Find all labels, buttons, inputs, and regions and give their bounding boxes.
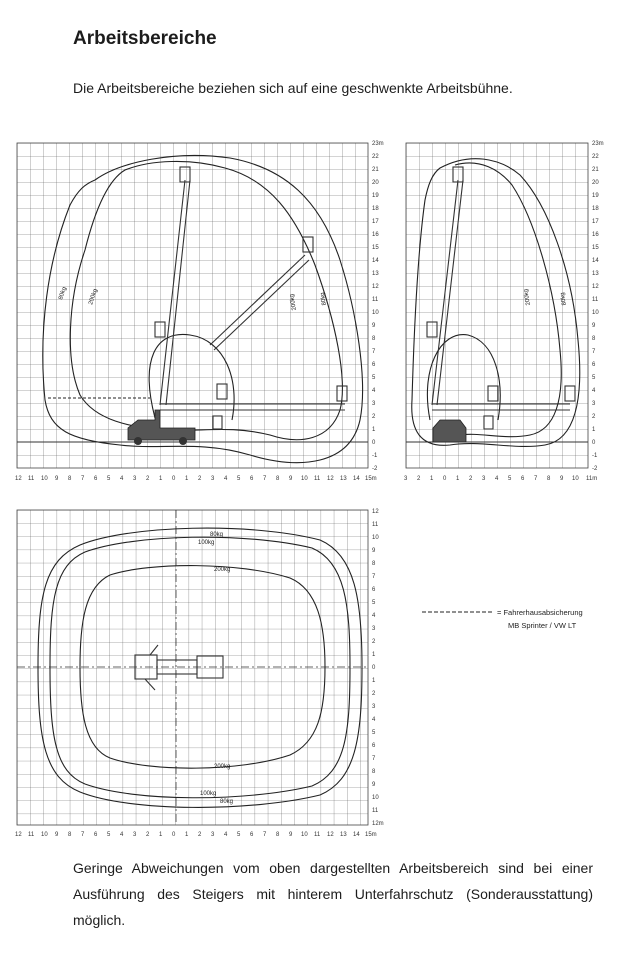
front-y-label: 16 bbox=[592, 232, 599, 238]
front-y-label: 10 bbox=[592, 310, 599, 316]
side-y-label: 10 bbox=[372, 310, 379, 316]
top-load-label: 80kg bbox=[210, 532, 224, 538]
top-x-label: 0 bbox=[172, 832, 176, 838]
side-y-label: 0 bbox=[372, 440, 376, 446]
footer-note: Geringe Abweichungen vom oben dargestellten Arbeitsbereich sind bei einer Ausführung des Steigers mit hinterem Unterfahrschutz (Sonderausstattung) möglich. bbox=[73, 860, 593, 928]
top-x-label: 12 bbox=[15, 832, 22, 838]
top-load-label: 200kg bbox=[214, 567, 231, 573]
side-x-label: 15m bbox=[365, 476, 377, 482]
top-y-label: 8 bbox=[372, 561, 376, 567]
side-x-label: 3 bbox=[133, 476, 137, 482]
front-y-label: 23m bbox=[592, 141, 604, 147]
top-y-label: 12 bbox=[372, 509, 379, 515]
top-y-label: 11 bbox=[372, 522, 379, 528]
side-load-label: 200kg bbox=[289, 293, 298, 311]
side-x-label: 14 bbox=[353, 476, 360, 482]
side-x-label: 4 bbox=[224, 476, 228, 482]
top-x-label: 9 bbox=[289, 832, 293, 838]
top-y-label: 12m bbox=[372, 821, 384, 827]
top-y-label: 1 bbox=[372, 678, 376, 684]
legend-vehicle: MB Sprinter / VW LT bbox=[508, 621, 577, 630]
side-y-label: 20 bbox=[372, 180, 379, 186]
front-x-label: 1 bbox=[430, 476, 434, 482]
side-x-label: 6 bbox=[250, 476, 254, 482]
top-x-label: 12 bbox=[327, 832, 334, 838]
front-y-label: 6 bbox=[592, 362, 596, 368]
side-x-label: 1 bbox=[185, 476, 189, 482]
top-x-label: 9 bbox=[55, 832, 59, 838]
front-y-label: 4 bbox=[592, 388, 596, 394]
side-view-grid bbox=[17, 143, 368, 468]
top-y-label: 7 bbox=[372, 574, 376, 580]
top-x-label: 6 bbox=[94, 832, 98, 838]
top-y-label: 7 bbox=[372, 756, 376, 762]
top-y-label: 1 bbox=[372, 652, 376, 658]
top-view-grid bbox=[17, 510, 368, 825]
side-x-label: 12 bbox=[327, 476, 334, 482]
top-x-label: 4 bbox=[120, 832, 124, 838]
top-x-label: 4 bbox=[224, 832, 228, 838]
side-y-label: 23m bbox=[372, 141, 384, 147]
front-y-label: 12 bbox=[592, 284, 599, 290]
front-y-label: 13 bbox=[592, 271, 599, 277]
side-x-label: 2 bbox=[198, 476, 202, 482]
top-x-label: 2 bbox=[198, 832, 202, 838]
side-x-label: 13 bbox=[340, 476, 347, 482]
top-y-label: 2 bbox=[372, 639, 376, 645]
front-y-label: 3 bbox=[592, 401, 596, 407]
side-x-label: 3 bbox=[211, 476, 215, 482]
side-x-label: 10 bbox=[41, 476, 48, 482]
legend bbox=[422, 608, 583, 630]
front-view-chart bbox=[404, 141, 604, 482]
top-load-label: 200kg bbox=[214, 764, 231, 770]
side-view-chart bbox=[15, 141, 384, 482]
front-y-label: 14 bbox=[592, 258, 599, 264]
top-x-label: 14 bbox=[353, 832, 360, 838]
top-load-label: 80kg bbox=[220, 799, 234, 805]
top-y-label: 6 bbox=[372, 743, 376, 749]
top-y-label: 5 bbox=[372, 730, 376, 736]
side-y-label: 1 bbox=[372, 427, 376, 433]
front-x-label: 5 bbox=[508, 476, 512, 482]
legend-label: = Fahrerhausabsicherung bbox=[497, 608, 583, 617]
side-y-label: 14 bbox=[372, 258, 379, 264]
top-y-label: 8 bbox=[372, 769, 376, 775]
front-y-label: 2 bbox=[592, 414, 596, 420]
top-x-label: 2 bbox=[146, 832, 150, 838]
front-y-label: -1 bbox=[592, 453, 598, 459]
side-y-label: -1 bbox=[372, 453, 378, 459]
top-y-label: 10 bbox=[372, 535, 379, 541]
top-y-label: 9 bbox=[372, 548, 376, 554]
front-x-label: 4 bbox=[495, 476, 499, 482]
top-y-label: 4 bbox=[372, 717, 376, 723]
top-x-label: 5 bbox=[107, 832, 111, 838]
side-load-label: 200kg bbox=[88, 288, 99, 306]
side-y-label: 8 bbox=[372, 336, 376, 342]
side-load-label: 80kg bbox=[58, 286, 68, 301]
side-y-label: 13 bbox=[372, 271, 379, 277]
front-x-label: 0 bbox=[443, 476, 447, 482]
front-y-label: 1 bbox=[592, 427, 596, 433]
front-y-label: -2 bbox=[592, 466, 598, 472]
front-y-label: 20 bbox=[592, 180, 599, 186]
front-x-label: 8 bbox=[547, 476, 551, 482]
intro-text: Die Arbeitsbereiche beziehen sich auf eine geschwenkte Arbeitsbühne. bbox=[73, 80, 513, 96]
front-load-label: 80kg bbox=[559, 291, 568, 306]
side-y-label: -2 bbox=[372, 466, 378, 472]
top-y-label: 2 bbox=[372, 691, 376, 697]
top-y-label: 9 bbox=[372, 782, 376, 788]
top-x-label: 8 bbox=[68, 832, 72, 838]
top-x-label: 8 bbox=[276, 832, 280, 838]
side-y-label: 22 bbox=[372, 154, 379, 160]
front-x-label: 2 bbox=[417, 476, 421, 482]
top-x-label: 6 bbox=[250, 832, 254, 838]
front-y-label: 11 bbox=[592, 297, 599, 303]
side-y-label: 4 bbox=[372, 388, 376, 394]
front-x-label: 3 bbox=[482, 476, 486, 482]
top-load-label: 100kg bbox=[200, 791, 217, 797]
top-x-label: 10 bbox=[41, 832, 48, 838]
side-x-label: 5 bbox=[237, 476, 241, 482]
side-y-label: 21 bbox=[372, 167, 379, 173]
top-x-label: 13 bbox=[340, 832, 347, 838]
top-x-label: 7 bbox=[263, 832, 267, 838]
front-load-label: 200kg bbox=[523, 288, 532, 306]
side-x-label: 1 bbox=[159, 476, 163, 482]
side-load-label: 80kg bbox=[319, 291, 328, 306]
front-x-label: 2 bbox=[469, 476, 473, 482]
top-view-chart bbox=[15, 509, 384, 838]
front-y-label: 5 bbox=[592, 375, 596, 381]
top-load-label: 100kg bbox=[198, 540, 215, 546]
top-y-label: 0 bbox=[372, 665, 376, 671]
top-x-label: 15m bbox=[365, 832, 377, 838]
side-x-label: 8 bbox=[276, 476, 280, 482]
side-x-label: 7 bbox=[81, 476, 85, 482]
side-x-label: 11 bbox=[28, 476, 35, 482]
side-y-label: 7 bbox=[372, 349, 376, 355]
front-y-label: 18 bbox=[592, 206, 599, 212]
side-x-label: 11 bbox=[314, 476, 321, 482]
side-y-label: 9 bbox=[372, 323, 376, 329]
side-y-label: 19 bbox=[372, 193, 379, 199]
side-x-label: 9 bbox=[289, 476, 293, 482]
front-x-label: 11m bbox=[586, 476, 598, 482]
front-y-label: 19 bbox=[592, 193, 599, 199]
side-x-label: 0 bbox=[172, 476, 176, 482]
side-y-label: 5 bbox=[372, 375, 376, 381]
front-x-label: 9 bbox=[560, 476, 564, 482]
front-x-label: 7 bbox=[534, 476, 538, 482]
side-x-label: 9 bbox=[55, 476, 59, 482]
top-x-label: 11 bbox=[314, 832, 321, 838]
front-y-label: 15 bbox=[592, 245, 599, 251]
side-x-label: 2 bbox=[146, 476, 150, 482]
top-y-label: 5 bbox=[372, 600, 376, 606]
front-y-label: 9 bbox=[592, 323, 596, 329]
top-y-label: 3 bbox=[372, 704, 376, 710]
front-y-label: 0 bbox=[592, 440, 596, 446]
top-y-label: 11 bbox=[372, 808, 379, 814]
front-x-label: 10 bbox=[572, 476, 579, 482]
side-y-label: 16 bbox=[372, 232, 379, 238]
front-x-label: 1 bbox=[456, 476, 460, 482]
side-y-label: 15 bbox=[372, 245, 379, 251]
side-y-label: 6 bbox=[372, 362, 376, 368]
top-y-label: 4 bbox=[372, 613, 376, 619]
side-x-label: 12 bbox=[15, 476, 22, 482]
top-y-label: 10 bbox=[372, 795, 379, 801]
side-y-label: 17 bbox=[372, 219, 379, 225]
front-y-label: 8 bbox=[592, 336, 596, 342]
side-x-label: 10 bbox=[301, 476, 308, 482]
top-x-label: 1 bbox=[159, 832, 163, 838]
front-y-label: 7 bbox=[592, 349, 596, 355]
side-x-label: 7 bbox=[263, 476, 267, 482]
top-x-label: 3 bbox=[133, 832, 137, 838]
front-x-label: 3 bbox=[404, 476, 408, 482]
page-heading: Arbeitsbereiche bbox=[73, 28, 217, 49]
side-x-label: 8 bbox=[68, 476, 72, 482]
side-y-label: 12 bbox=[372, 284, 379, 290]
side-y-label: 18 bbox=[372, 206, 379, 212]
front-y-label: 22 bbox=[592, 154, 599, 160]
side-y-label: 11 bbox=[372, 297, 379, 303]
front-view-grid bbox=[406, 143, 588, 468]
top-x-label: 3 bbox=[211, 832, 215, 838]
top-x-label: 5 bbox=[237, 832, 241, 838]
top-x-label: 1 bbox=[185, 832, 189, 838]
front-y-label: 17 bbox=[592, 219, 599, 225]
front-y-label: 21 bbox=[592, 167, 599, 173]
top-y-label: 3 bbox=[372, 626, 376, 632]
side-y-label: 2 bbox=[372, 414, 376, 420]
top-y-label: 6 bbox=[372, 587, 376, 593]
top-x-label: 10 bbox=[301, 832, 308, 838]
side-y-label: 3 bbox=[372, 401, 376, 407]
side-x-label: 5 bbox=[107, 476, 111, 482]
top-x-label: 7 bbox=[81, 832, 85, 838]
side-x-label: 4 bbox=[120, 476, 124, 482]
side-x-label: 6 bbox=[94, 476, 98, 482]
front-truck bbox=[433, 420, 466, 442]
front-x-label: 6 bbox=[521, 476, 525, 482]
top-x-label: 11 bbox=[28, 832, 35, 838]
